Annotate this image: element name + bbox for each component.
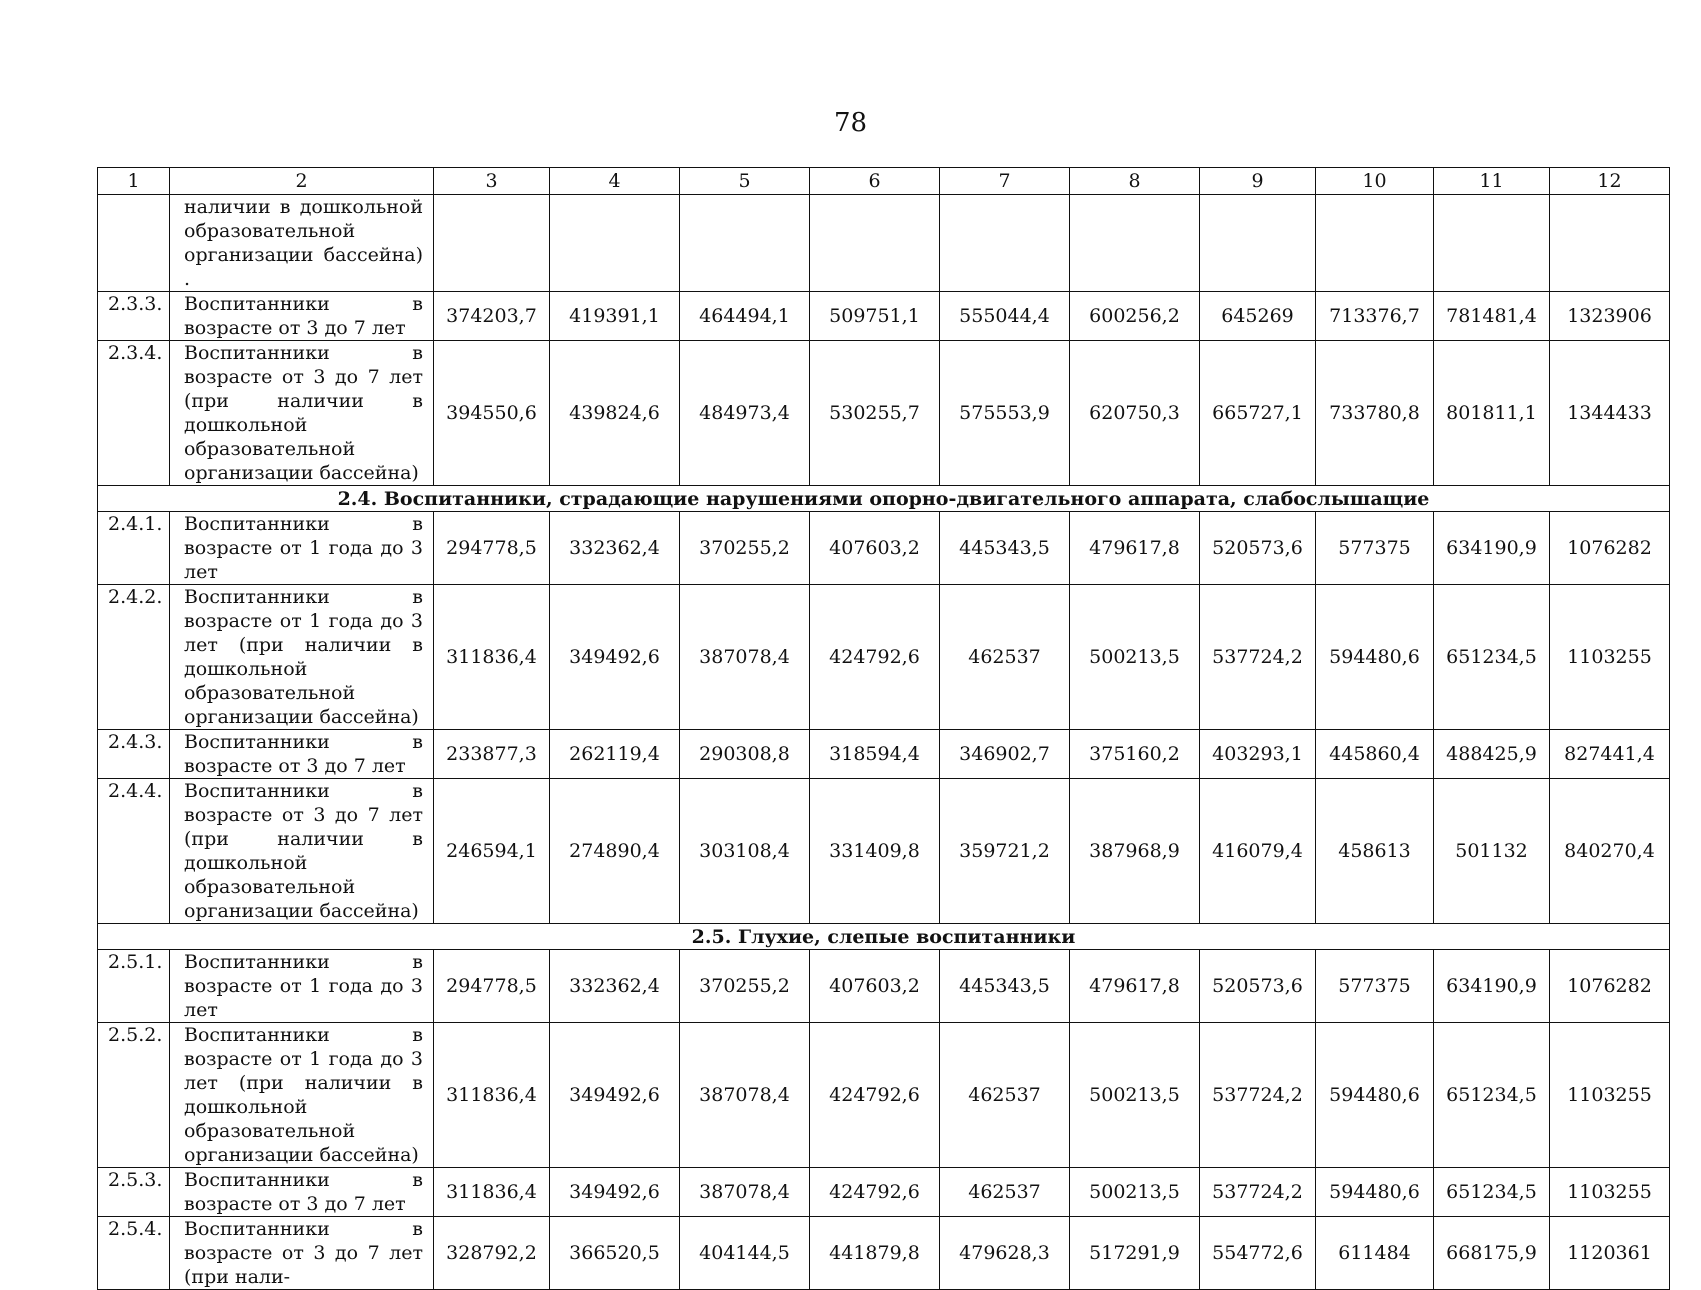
value-cell: 441879,8 (810, 1217, 940, 1290)
table-row (98, 195, 1670, 292)
value-cell: 634190,9 (1434, 950, 1550, 1023)
value-cell: 346902,7 (940, 730, 1070, 779)
value-cell: 349492,6 (550, 585, 680, 730)
table-row (98, 730, 1670, 779)
table-row (98, 341, 1670, 486)
table-row (98, 950, 1670, 1023)
tariff-table (97, 167, 1670, 1290)
row-description: Воспитанники в возрасте от 3 до 7 лет (170, 1168, 434, 1217)
value-cell: 419391,1 (550, 292, 680, 341)
value-cell (1550, 195, 1670, 292)
column-number-row (98, 168, 1670, 195)
value-cell (810, 195, 940, 292)
value-cell: 318594,4 (810, 730, 940, 779)
value-cell: 713376,7 (1316, 292, 1434, 341)
row-code: 2.4.4. (98, 779, 170, 924)
value-cell: 311836,4 (434, 1168, 550, 1217)
value-cell: 537724,2 (1200, 1168, 1316, 1217)
row-code: 2.5.1. (98, 950, 170, 1023)
value-cell: 262119,4 (550, 730, 680, 779)
value-cell: 537724,2 (1200, 1023, 1316, 1168)
value-cell: 394550,6 (434, 341, 550, 486)
column-number: 10 (1316, 168, 1434, 195)
row-code: 2.4.2. (98, 585, 170, 730)
value-cell: 366520,5 (550, 1217, 680, 1290)
value-cell (550, 195, 680, 292)
value-cell: 445343,5 (940, 512, 1070, 585)
value-cell: 1323906 (1550, 292, 1670, 341)
value-cell: 374203,7 (434, 292, 550, 341)
section-header-row (98, 924, 1670, 950)
row-description: Воспитанники в возрасте от 1 года до 3 лет (170, 950, 434, 1023)
value-cell: 375160,2 (1070, 730, 1200, 779)
value-cell: 294778,5 (434, 512, 550, 585)
row-description: Воспитанники в возрасте от 3 до 7 лет (при нали- (170, 1217, 434, 1290)
value-cell: 634190,9 (1434, 512, 1550, 585)
value-cell: 827441,4 (1550, 730, 1670, 779)
value-cell: 331409,8 (810, 779, 940, 924)
value-cell: 645269 (1200, 292, 1316, 341)
value-cell: 733780,8 (1316, 341, 1434, 486)
table-row (98, 1217, 1670, 1290)
value-cell: 781481,4 (1434, 292, 1550, 341)
value-cell: 801811,1 (1434, 341, 1550, 486)
value-cell: 509751,1 (810, 292, 940, 341)
value-cell: 387968,9 (1070, 779, 1200, 924)
column-number: 6 (810, 168, 940, 195)
value-cell: 1103255 (1550, 1168, 1670, 1217)
value-cell: 311836,4 (434, 585, 550, 730)
column-number: 7 (940, 168, 1070, 195)
row-code: 2.5.2. (98, 1023, 170, 1168)
value-cell: 611484 (1316, 1217, 1434, 1290)
value-cell: 594480,6 (1316, 585, 1434, 730)
value-cell: 246594,1 (434, 779, 550, 924)
row-description: Воспитанники в возрасте от 1 года до 3 лет (при наличии в дошкольной образовательной организации бассейна) (170, 585, 434, 730)
row-description: Воспитанники в возрасте от 3 до 7 лет (170, 292, 434, 341)
value-cell: 577375 (1316, 950, 1434, 1023)
value-cell: 274890,4 (550, 779, 680, 924)
value-cell: 387078,4 (680, 585, 810, 730)
value-cell: 594480,6 (1316, 1023, 1434, 1168)
value-cell: 500213,5 (1070, 585, 1200, 730)
value-cell: 387078,4 (680, 1023, 810, 1168)
value-cell: 403293,1 (1200, 730, 1316, 779)
value-cell: 370255,2 (680, 512, 810, 585)
value-cell: 370255,2 (680, 950, 810, 1023)
value-cell: 464494,1 (680, 292, 810, 341)
row-code: 2.5.3. (98, 1168, 170, 1217)
value-cell: 840270,4 (1550, 779, 1670, 924)
value-cell: 458613 (1316, 779, 1434, 924)
table-row (98, 779, 1670, 924)
value-cell: 407603,2 (810, 512, 940, 585)
value-cell: 501132 (1434, 779, 1550, 924)
value-cell: 520573,6 (1200, 512, 1316, 585)
row-description: Воспитанники в возрасте от 3 до 7 лет (170, 730, 434, 779)
value-cell: 416079,4 (1200, 779, 1316, 924)
value-cell (1434, 195, 1550, 292)
value-cell: 488425,9 (1434, 730, 1550, 779)
column-number: 2 (170, 168, 434, 195)
column-number: 3 (434, 168, 550, 195)
value-cell: 424792,6 (810, 1023, 940, 1168)
table-row (98, 1168, 1670, 1217)
value-cell: 424792,6 (810, 1168, 940, 1217)
value-cell: 349492,6 (550, 1023, 680, 1168)
value-cell: 1103255 (1550, 585, 1670, 730)
value-cell: 479617,8 (1070, 950, 1200, 1023)
value-cell: 665727,1 (1200, 341, 1316, 486)
value-cell: 387078,4 (680, 1168, 810, 1217)
value-cell: 303108,4 (680, 779, 810, 924)
value-cell: 479617,8 (1070, 512, 1200, 585)
value-cell: 311836,4 (434, 1023, 550, 1168)
value-cell: 1103255 (1550, 1023, 1670, 1168)
value-cell: 290308,8 (680, 730, 810, 779)
value-cell: 462537 (940, 1168, 1070, 1217)
section-title: 2.5. Глухие, слепые воспитанники (98, 924, 1670, 950)
value-cell: 332362,4 (550, 512, 680, 585)
value-cell: 328792,2 (434, 1217, 550, 1290)
value-cell: 651234,5 (1434, 585, 1550, 730)
value-cell: 555044,4 (940, 292, 1070, 341)
value-cell: 294778,5 (434, 950, 550, 1023)
value-cell: 479628,3 (940, 1217, 1070, 1290)
value-cell: 233877,3 (434, 730, 550, 779)
table-row (98, 292, 1670, 341)
row-description: наличии в дошкольной образовательной организации бассейна) . (170, 195, 434, 292)
value-cell: 500213,5 (1070, 1168, 1200, 1217)
value-cell: 554772,6 (1200, 1217, 1316, 1290)
value-cell: 577375 (1316, 512, 1434, 585)
row-description: Воспитанники в возрасте от 3 до 7 лет (при наличии в дошкольной образовательной организации бассейна) (170, 779, 434, 924)
row-code (98, 195, 170, 292)
value-cell: 404144,5 (680, 1217, 810, 1290)
value-cell: 445860,4 (1316, 730, 1434, 779)
column-number: 5 (680, 168, 810, 195)
value-cell: 594480,6 (1316, 1168, 1434, 1217)
row-code: 2.3.3. (98, 292, 170, 341)
value-cell (1316, 195, 1434, 292)
value-cell: 1076282 (1550, 512, 1670, 585)
value-cell: 520573,6 (1200, 950, 1316, 1023)
value-cell: 651234,5 (1434, 1023, 1550, 1168)
value-cell: 445343,5 (940, 950, 1070, 1023)
value-cell: 349492,6 (550, 1168, 680, 1217)
value-cell: 484973,4 (680, 341, 810, 486)
value-cell: 359721,2 (940, 779, 1070, 924)
value-cell: 537724,2 (1200, 585, 1316, 730)
row-description: Воспитанники в возрасте от 3 до 7 лет (при наличии в дошкольной образовательной организации бассейна) (170, 341, 434, 486)
value-cell: 1120361 (1550, 1217, 1670, 1290)
value-cell (434, 195, 550, 292)
section-title: 2.4. Воспитанники, страдающие нарушениями опорно-двигательного аппарата, слабослышащие (98, 486, 1670, 512)
table-row (98, 512, 1670, 585)
column-number: 1 (98, 168, 170, 195)
value-cell: 424792,6 (810, 585, 940, 730)
value-cell: 517291,9 (1070, 1217, 1200, 1290)
value-cell: 1344433 (1550, 341, 1670, 486)
value-cell: 620750,3 (1070, 341, 1200, 486)
value-cell: 332362,4 (550, 950, 680, 1023)
row-description: Воспитанники в возрасте от 1 года до 3 лет (при наличии в дошкольной образовательной организации бассейна) (170, 1023, 434, 1168)
value-cell: 407603,2 (810, 950, 940, 1023)
column-number: 8 (1070, 168, 1200, 195)
value-cell: 439824,6 (550, 341, 680, 486)
row-description: Воспитанники в возрасте от 1 года до 3 лет (170, 512, 434, 585)
row-code: 2.5.4. (98, 1217, 170, 1290)
value-cell: 651234,5 (1434, 1168, 1550, 1217)
value-cell: 462537 (940, 585, 1070, 730)
table-row (98, 1023, 1670, 1168)
column-number: 4 (550, 168, 680, 195)
value-cell: 600256,2 (1070, 292, 1200, 341)
table-body (98, 168, 1670, 1290)
row-code: 2.4.1. (98, 512, 170, 585)
column-number: 11 (1434, 168, 1550, 195)
row-code: 2.4.3. (98, 730, 170, 779)
table-row (98, 585, 1670, 730)
value-cell (680, 195, 810, 292)
section-header-row (98, 486, 1670, 512)
value-cell: 530255,7 (810, 341, 940, 486)
value-cell (1070, 195, 1200, 292)
column-number: 12 (1550, 168, 1670, 195)
value-cell: 462537 (940, 1023, 1070, 1168)
value-cell (940, 195, 1070, 292)
row-code: 2.3.4. (98, 341, 170, 486)
page-number: 78 (833, 108, 868, 138)
column-number: 9 (1200, 168, 1316, 195)
value-cell: 1076282 (1550, 950, 1670, 1023)
value-cell: 668175,9 (1434, 1217, 1550, 1290)
value-cell (1200, 195, 1316, 292)
value-cell: 575553,9 (940, 341, 1070, 486)
value-cell: 500213,5 (1070, 1023, 1200, 1168)
